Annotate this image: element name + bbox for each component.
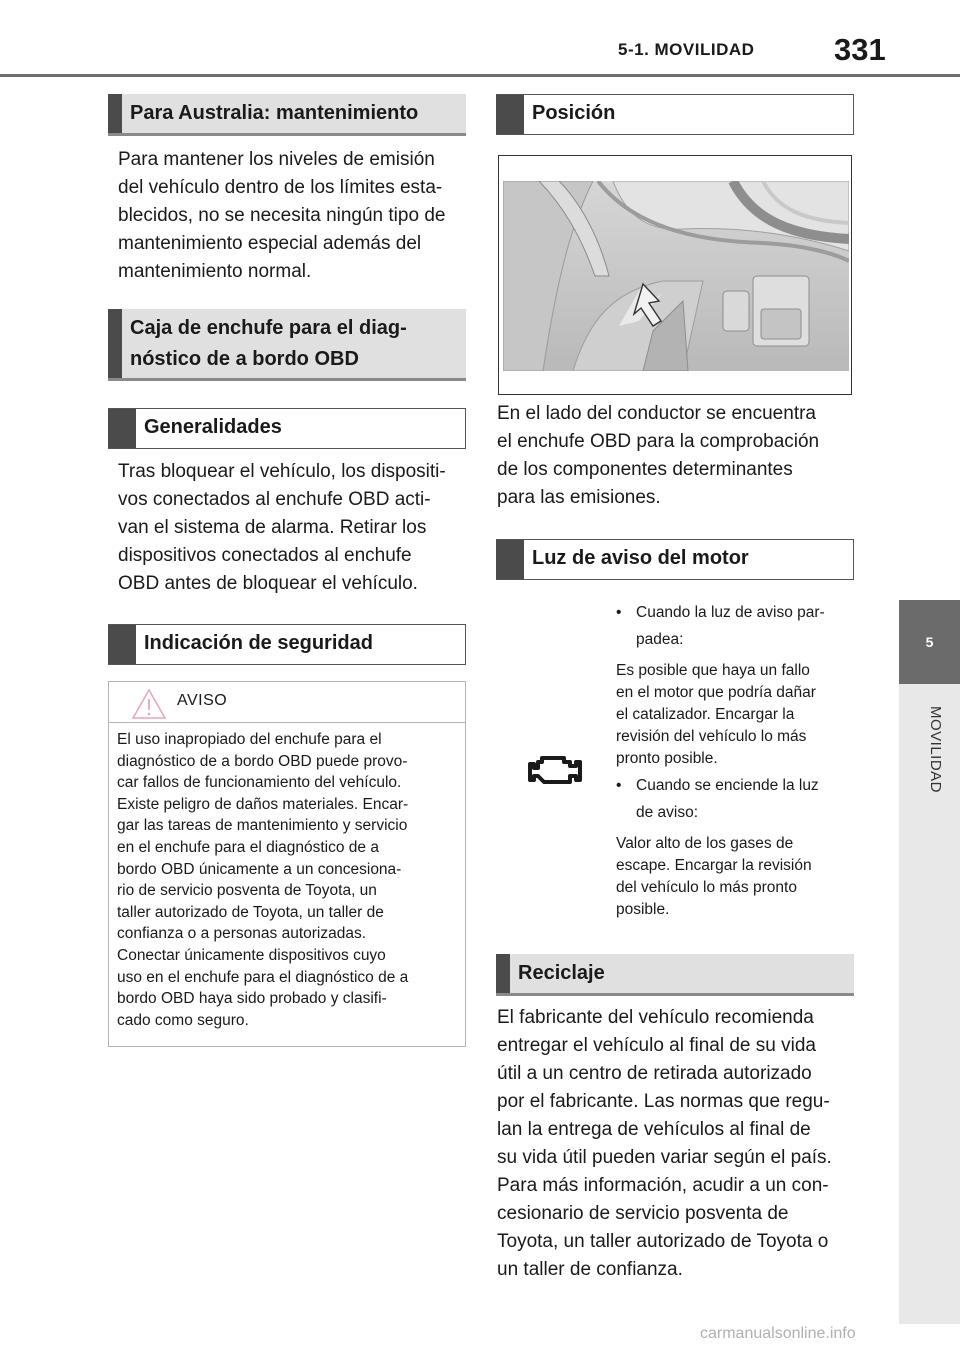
heading-line: Caja de enchufe para el diag- — [130, 317, 407, 339]
text-line: cado como seguro. — [117, 1011, 249, 1029]
list-item: • Cuando la luz de aviso par- — [616, 604, 825, 621]
text-line: El uso inapropiado del enchufe para el — [117, 731, 382, 748]
text-line: Para más información, acudir a un con- — [497, 1175, 829, 1196]
text-line: mantenimiento especial además del — [118, 233, 422, 254]
text-line: del vehículo lo más pronto — [616, 879, 797, 896]
text-line: de los componentes determinantes — [497, 459, 793, 480]
text-line: Valor alto de los gases de — [616, 835, 794, 852]
heading-general: Generalidades — [108, 408, 466, 449]
text-line: por el fabricante. Las normas que regu- — [497, 1091, 830, 1112]
text-line: pronto posible. — [616, 750, 718, 767]
heading-bar — [496, 95, 524, 134]
text-line: en el motor que podría dañar — [616, 684, 816, 701]
text-line: confianza o a personas autorizadas. — [117, 925, 367, 943]
text-line: El fabricante del vehículo recomienda — [497, 1007, 814, 1028]
heading-line: nóstico de a bordo OBD — [130, 348, 359, 370]
text-line: Toyota, un taller autorizado de Toyota o — [497, 1231, 829, 1252]
heading-engine-warning-light: Luz de aviso del motor — [496, 539, 854, 580]
text-line: posible. — [616, 901, 670, 918]
text-line: un taller de confianza. — [497, 1259, 683, 1280]
text-line: del vehículo dentro de los límites esta- — [118, 177, 443, 198]
heading-recycling: Reciclaje — [496, 954, 854, 996]
text-line: Es posible que haya un fallo — [616, 662, 810, 679]
warning-triangle-icon — [131, 688, 167, 720]
obd-location-photo — [498, 155, 852, 395]
heading-bar — [496, 954, 510, 993]
recycling-text — [497, 1004, 857, 1284]
text-line: taller autorizado de Toyota, un taller de — [117, 903, 384, 921]
text-line: revisión del vehículo lo más — [616, 728, 807, 745]
text-line: para las emisiones. — [497, 487, 661, 508]
warning-title: AVISO — [177, 692, 228, 709]
chapter-label: MOVILIDAD — [927, 706, 944, 794]
text-line: lan la entrega de vehículos al final de — [497, 1119, 811, 1140]
heading-position: Posición — [496, 94, 854, 135]
text-line: En el lado del conductor se encuentra — [497, 403, 816, 424]
text-line: bordo OBD únicamente a un concesiona- — [117, 860, 402, 878]
text-line: OBD antes de bloquear el vehículo. — [118, 573, 418, 594]
text-line: cesionario de servicio posventa de — [497, 1203, 789, 1224]
heading-bar — [108, 409, 136, 448]
text-line: rio de servicio posventa de Toyota, un — [117, 882, 377, 900]
text-line: Tras bloquear el vehículo, los dispositi- — [118, 461, 446, 482]
text-line: Conectar únicamente dispositivos cuyo — [117, 946, 386, 964]
text-line: gar las tareas de mantenimiento y servicio — [117, 817, 408, 835]
obd-location-arrow-icon — [503, 181, 849, 371]
text-line: útil a un centro de retirada autorizado — [497, 1063, 812, 1084]
text-line: escape. Encargar la revisión — [616, 857, 812, 874]
text-line: Para mantener los niveles de emisión — [118, 149, 435, 170]
heading-australia-maintenance: Para Australia: mantenimiento — [108, 94, 466, 136]
general-text — [118, 458, 468, 598]
text-line: car fallos de funcionamiento del vehículo. — [117, 774, 402, 792]
text-line: su vida útil pueden variar según el país. — [497, 1147, 832, 1168]
list-item: • Cuando se enciende la luz — [616, 777, 819, 794]
warning-box — [108, 681, 466, 1047]
text-line: vos conectados al enchufe OBD acti- — [118, 489, 431, 510]
lamp-description — [616, 660, 856, 770]
text-line: uso en el enchufe para el diagnóstico de a — [117, 968, 409, 986]
text-line: dispositivos conectados al enchufe — [118, 545, 412, 566]
text-line: el catalizador. Encargar la — [616, 706, 795, 723]
heading-bar — [108, 625, 136, 664]
warning-header — [109, 682, 465, 723]
engine-warning-icon — [528, 750, 588, 790]
text-line: bordo OBD haya sido probado y clasifi- — [117, 990, 387, 1008]
warning-body — [109, 723, 465, 1031]
heading-obd-socket — [108, 309, 466, 381]
text-line: de aviso: — [636, 804, 699, 821]
header-rule — [0, 74, 960, 77]
lamp-description — [616, 833, 856, 921]
text-line: blecidos, no se necesita ningún tipo de — [118, 205, 446, 226]
watermark-link[interactable]: carmanualsonline.info — [700, 1325, 856, 1342]
heading-bar — [496, 540, 524, 579]
header-section-title: 5-1. MOVILIDAD — [618, 40, 755, 59]
text-line: Existe peligro de daños materiales. Encar- — [117, 795, 409, 813]
text-line: diagnóstico de a bordo OBD puede provo- — [117, 752, 408, 770]
australia-text — [118, 146, 468, 286]
heading-bar — [108, 94, 122, 133]
text-line: van el sistema de alarma. Retirar los — [118, 517, 427, 538]
page-number: 331 — [834, 32, 886, 67]
text-line: el enchufe OBD para la comprobación — [497, 431, 820, 452]
position-text — [497, 400, 853, 512]
engine-lamp-area — [498, 590, 854, 930]
text-line: padea: — [636, 631, 684, 648]
heading-safety: Indicación de seguridad — [108, 624, 466, 665]
text-line: en el enchufe para el diagnóstico de a — [117, 838, 379, 856]
chapter-tab[interactable]: 5 — [899, 600, 960, 684]
text-line: mantenimiento normal. — [118, 261, 312, 282]
engine-lamp-descriptions — [616, 602, 856, 926]
heading-bar — [108, 309, 122, 378]
text-line: entregar el vehículo al final de su vida — [497, 1035, 816, 1056]
